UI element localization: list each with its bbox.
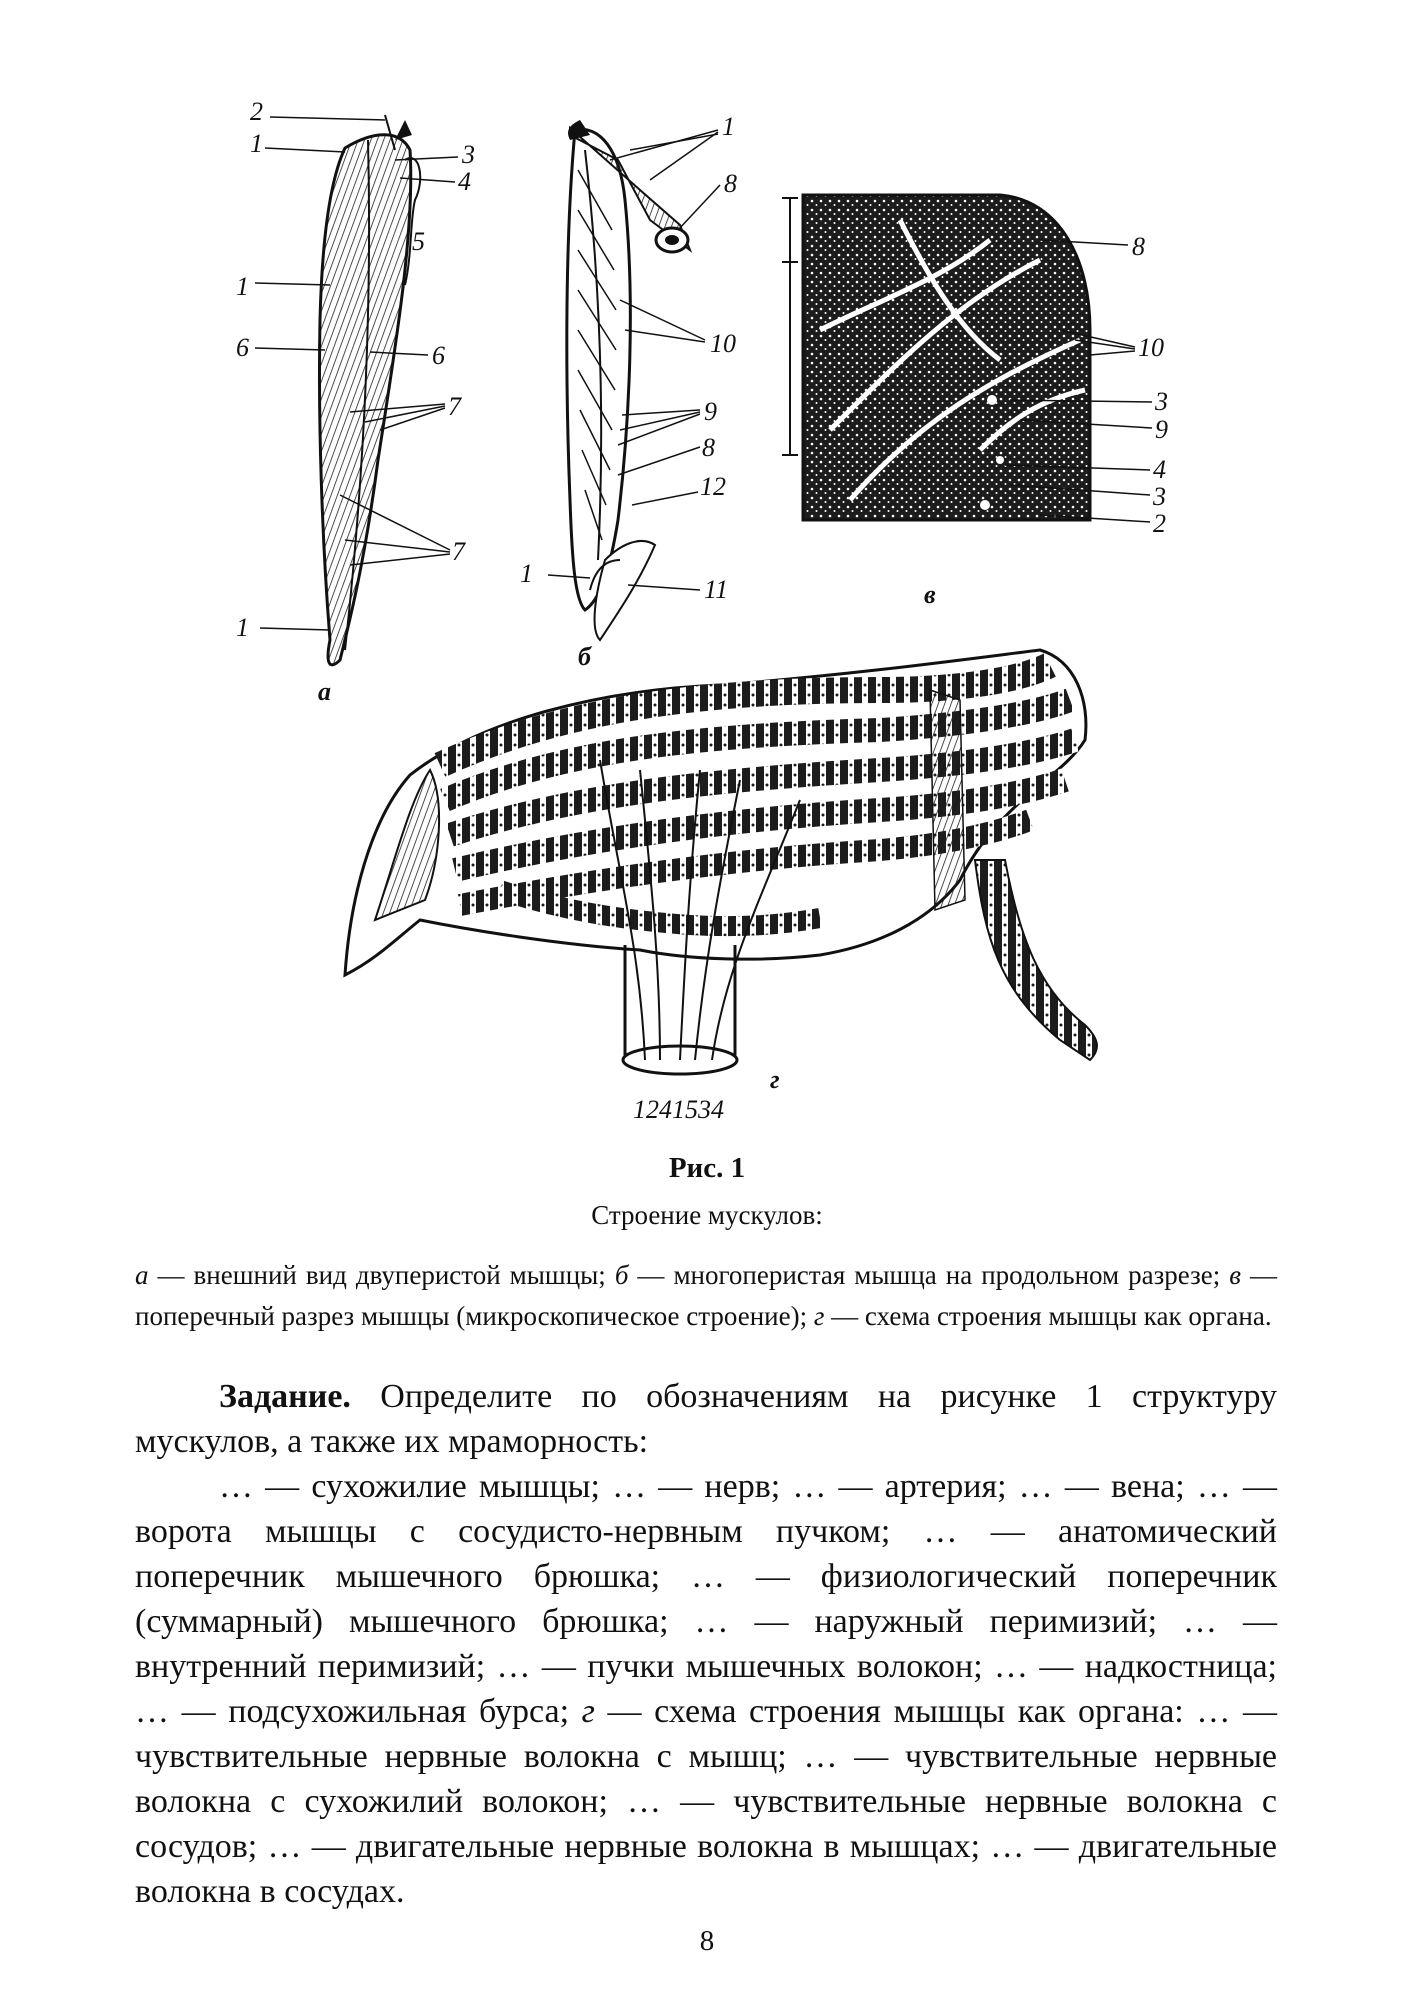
panel-a-label: 6 (432, 341, 445, 370)
task-section (135, 1374, 1277, 1914)
caption-text-a: — внешний вид двуперистой мышцы; (148, 1260, 615, 1290)
panel-v-section (782, 195, 1090, 520)
caption-text-b: — многоперистая мышца на продольном разрезе; (628, 1260, 1230, 1290)
panel-g-bottom-numbers: 1241534 (633, 1095, 724, 1124)
task-body-after: — схема строения мышцы как органа: … — чувствительные нервные волокна с мышц; … — чувствительные нервные волокна с сухожилий волокон; … — чувствительные нервные волокна с сосудов; … — двигательные нервные волокна в мышцах; … — двигательные волокна в сосудах. (135, 1693, 1277, 1910)
panel-v-label: 3 (1155, 387, 1168, 416)
task-intro: Определите по обозначениям на рисунке 1 структуру мускулов, а также их мраморность: (135, 1378, 1277, 1460)
panel-b-muscle (567, 120, 690, 640)
figure-subtitle: Строение мускулов: (591, 1200, 823, 1230)
caption-letter-a: а (135, 1260, 149, 1290)
caption-text-g: — схема строения мышцы как органа. (824, 1301, 1272, 1331)
panel-a-label: 1 (236, 613, 249, 642)
panel-b-letter: б (578, 642, 591, 671)
panel-b-label: 8 (724, 169, 737, 198)
panel-v-letter: в (924, 580, 936, 609)
panel-a-label: 7 (448, 392, 461, 421)
caption-text-v: — поперечный разрез мышцы (микроскопическое строение); (135, 1260, 1278, 1331)
task-body-before: … — сухожилие мышцы; … — нерв; … — артерия; … — вена; … — ворота мышцы с сосудисто-нервным пучком; … — анатомический поперечник мышечного брюшка; … — физиологический поперечник (суммарный) мышечного брюшка; … — наружный перимизий; … — внутренний перимизий; … — пучки мышечных волокон; … — надкостница; … — подсухожильная бурса; (135, 1468, 1277, 1730)
task-body-paragraph (135, 1464, 1277, 1914)
panel-g-organ (345, 650, 1097, 1074)
page-number: 8 (699, 1925, 715, 1957)
caption-letter-g: г (813, 1301, 825, 1331)
panel-b-label: 12 (700, 472, 726, 501)
panel-a-label: 4 (458, 167, 471, 196)
panel-a-label: 6 (236, 333, 249, 362)
panel-v-label: 4 (1153, 455, 1166, 484)
task-intro-paragraph (135, 1374, 1277, 1464)
panel-b-label: 1 (722, 112, 735, 141)
panel-b-label: 11 (704, 575, 729, 604)
panel-b-label: 10 (710, 329, 736, 358)
figure-caption (135, 1255, 1277, 1337)
task-body-letter: г (581, 1693, 595, 1730)
caption-letter-v: в (1229, 1260, 1241, 1290)
panel-a-letter: а (318, 677, 331, 706)
panel-b-label: 1 (520, 559, 533, 588)
panel-b-label: 8 (702, 433, 715, 462)
panel-v-label: 3 (1153, 482, 1166, 511)
figure-title: Рис. 1 (668, 1152, 746, 1184)
panel-a-label: 7 (452, 537, 465, 566)
panel-g-letter: г (770, 1065, 780, 1094)
panel-a-label: 5 (412, 227, 425, 256)
panel-v-label: 2 (1153, 509, 1166, 538)
panel-a-label: 1 (250, 129, 263, 158)
task-heading: Задание. (219, 1378, 351, 1415)
panel-v-label: 9 (1155, 415, 1168, 444)
panel-v-label: 10 (1138, 333, 1164, 362)
panel-b-label: 9 (704, 397, 717, 426)
panel-a-label: 3 (462, 140, 475, 169)
panel-v-label: 8 (1132, 232, 1145, 261)
panel-a-label: 1 (236, 272, 249, 301)
panel-a-label: 2 (250, 97, 263, 126)
caption-letter-b: б (614, 1260, 629, 1290)
panel-a-muscle (319, 115, 420, 665)
